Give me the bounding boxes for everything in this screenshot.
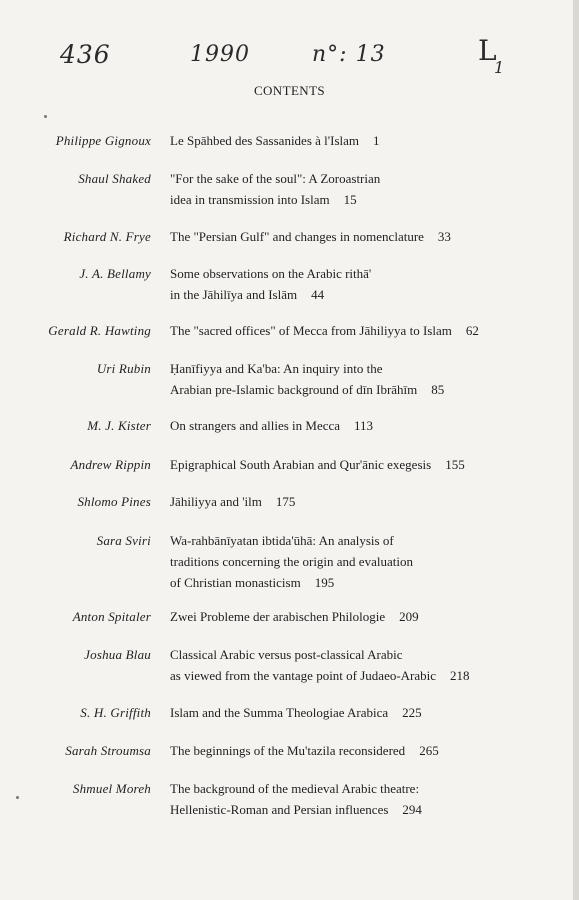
entry-page: 113 (354, 418, 374, 433)
entry-author: Andrew Rippin (70, 457, 151, 472)
entry-author: Richard N. Frye (63, 229, 151, 244)
page-title: CONTENTS (253, 83, 326, 98)
entry-author: Shmuel Moreh (72, 781, 151, 796)
handwritten-letter: L (478, 34, 498, 67)
entry-page: 155 (445, 457, 465, 472)
entry-page: 33 (437, 229, 451, 244)
entry-title: Islam and the Summa Theologiae Arabica 225 (170, 705, 422, 720)
speck-mark (16, 796, 19, 799)
entry-title: Le Spāhbed des Sassanides à l'Islam 1 (170, 133, 380, 148)
handwritten-issue: n°: 13 (312, 42, 386, 67)
entry-title: Ḥanīfiyya and Ka'ba: An inquiry into the Arabian pre-Islamic background of dīn Ibrāhīm 85 (170, 361, 445, 397)
entry-author: S. H. Griffith (80, 705, 151, 720)
entry-page: 265 (419, 743, 439, 758)
page-edge-shadow (573, 0, 579, 900)
entry-title: Jāhiliyya and 'ilm 175 (170, 494, 296, 509)
entry-author: Shaul Shaked (78, 171, 151, 186)
entry-page: 294 (402, 802, 422, 817)
entry-page: 175 (275, 494, 296, 509)
entry-page: 44 (311, 287, 325, 302)
entry-title: "For the sake of the soul": A Zoroastrian idea in transmission into Islam 15 (170, 171, 381, 207)
entry-title: Wa-rahbānīyatan ibtida'ūhā: An analysis of traditions concerning the origin and evaluation of Christian monasticism 195 (170, 533, 413, 590)
entry-title: The "Persian Gulf" and changes in nomenclature 33 (170, 229, 451, 244)
handwritten-year: 1990 (190, 42, 250, 67)
entry-author: Uri Rubin (96, 361, 151, 376)
entry-title: The "sacred offices" of Mecca from Jāhiliyya to Islam 62 (170, 323, 479, 338)
handwritten-number: 436 (60, 40, 111, 69)
entry-title: Classical Arabic versus post-classical Arabic as viewed from the vantage point of Judaeo-Arabic 218 (170, 647, 470, 683)
entry-title: The background of the medieval Arabic theatre: Hellenistic-Roman and Persian influences 294 (170, 781, 422, 817)
entry-author: Joshua Blau (84, 647, 151, 662)
entry-title: Some observations on the Arabic rithā' in the Jāhilīya and Islām 44 (170, 266, 372, 302)
entry-title: Zwei Probleme der arabischen Philologie 209 (170, 609, 419, 624)
entry-page: 225 (402, 705, 422, 720)
entry-author: J. A. Bellamy (79, 266, 151, 281)
entry-title: On strangers and allies in Mecca 113 (170, 418, 374, 433)
entry-page: 209 (399, 609, 419, 624)
entry-author: M. J. Kister (87, 418, 151, 433)
entry-page: 15 (343, 192, 357, 207)
entry-title: Epigraphical South Arabian and Qur'ānic exegesis 155 (170, 457, 465, 472)
entry-page: 85 (431, 382, 445, 397)
speck-mark (44, 115, 47, 118)
entry-author: Anton Spitaler (72, 609, 151, 624)
handwritten-digit: 1 (494, 58, 506, 77)
entry-page: 62 (465, 323, 479, 338)
entry-title: The beginnings of the Mu'tazila reconsidered 265 (170, 743, 439, 758)
entry-author: Sarah Stroumsa (65, 743, 151, 758)
entry-page: 195 (314, 575, 335, 590)
entry-page: 218 (450, 668, 470, 683)
entry-page: 1 (373, 133, 380, 148)
entry-author: Gerald R. Hawting (48, 323, 151, 338)
entry-author: Sara Sviri (96, 533, 151, 548)
entry-author: Shlomo Pines (77, 494, 151, 509)
entry-author: Philippe Gignoux (55, 133, 151, 148)
